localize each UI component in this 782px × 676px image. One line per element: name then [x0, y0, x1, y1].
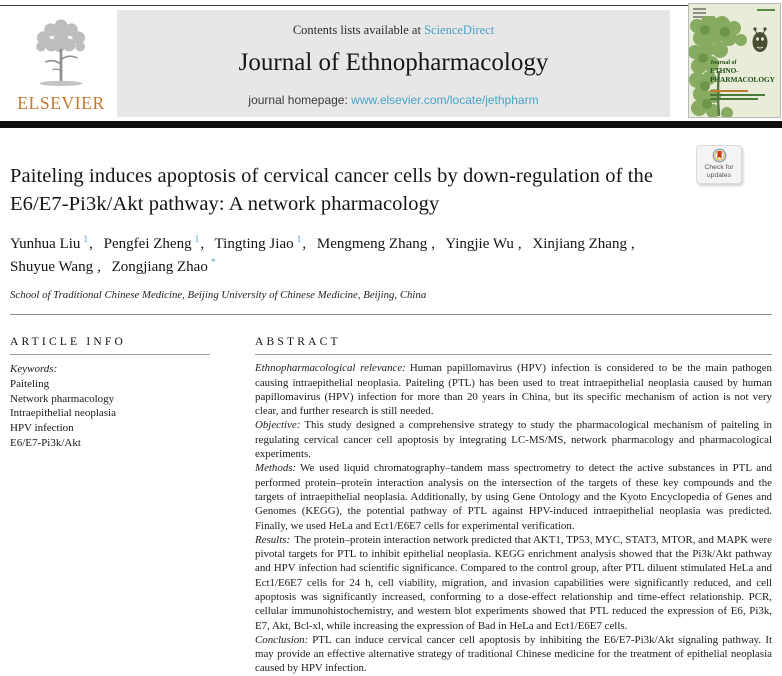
keywords-label: Keywords:: [10, 363, 58, 376]
keyword: Network pharmacology: [10, 392, 115, 405]
abstract-section-text: PTL can induce cervical cancer cell apoptosis by inhibiting the E6/E7-Pi3k/Akt signaling pathway. It may provide an effective alternative strategy of traditional Chinese medicine for the treatment of epithelial neoplasia caused by HPV infection.: [255, 633, 772, 675]
abstract-section-label: Objective:: [255, 419, 301, 432]
abstract-paragraph: [255, 361, 772, 418]
article-title: Paiteling induces apoptosis of cervical cancer cells by down-regulation of the E6/E7-Pi3k/Akt pathway: A network pharmacology: [10, 165, 654, 215]
abstract-paragraph: [255, 461, 772, 532]
author-name[interactable]: Xinjiang Zhang ,: [532, 236, 634, 252]
abstract-section-text: This study designed a comprehensive strategy to study the pharmacological mechanism of paiteling in regulating cervical cancer cell apoptosis by integrating LC-MS/MS, network pharmacology and pharmacological experiments.: [255, 419, 772, 461]
abstract-column: [255, 315, 772, 676]
homepage-line: [117, 93, 670, 107]
author-affiliation-marker[interactable]: 1: [296, 234, 302, 245]
contents-text: Contents lists available at: [292, 23, 421, 37]
author-name[interactable]: Yunhua Liu $^1$ ,: [10, 236, 93, 252]
author-name[interactable]: Yingjie Wu ,: [445, 236, 521, 252]
check-updates-icon: [712, 148, 727, 163]
elsevier-tree-icon: [21, 13, 101, 93]
abstract-section-label: Methods:: [255, 462, 297, 475]
abstract-paragraph: [255, 418, 772, 461]
keyword: Paiteling: [10, 377, 50, 390]
cover-title-line1: Journal of: [710, 60, 737, 66]
keyword: Intraepithelial neoplasia: [10, 407, 116, 420]
sciencedirect-link[interactable]: ScienceDirect: [424, 23, 495, 37]
journal-title: Journal of Ethnopharmacology: [238, 49, 549, 76]
abstract-section-label: Results:: [255, 533, 291, 546]
cover-emblem-icon: [749, 26, 771, 54]
author-affiliation-marker[interactable]: *: [210, 258, 216, 268]
author-name[interactable]: Pengfei Zheng $^1$ ,: [104, 236, 204, 252]
cover-footer-lines: [710, 90, 765, 102]
abstract-section-label: Conclusion:: [255, 633, 309, 646]
keyword: HPV infection: [10, 422, 74, 435]
homepage-label: journal homepage:: [248, 93, 348, 107]
abstract-section-text: The protein–protein interaction network predicted that AKT1, TP53, MYC, STAT3, MTOR, and MAPK were pivotal targets for PTL to inhibit epithelial neoplasia. KEGG enrichment analysis showed that the Pi3k/Akt pathway and HPV infection had scientific significance. Compared to the control group, after PTL diluent stimulated HeLa and Ect1/E6E7 cells for 24 h, cell viability, migration, and invasion capabilities were significantly reduced, and cell apoptosis was significantly increased, conforming to a dose-effect relationship and time-effect relationship. PCR, cellular immunohistochemistry, and western blot experiments showed that PTL reduced the expression of E6, Pi3k, E7, Akt, Bcl-xl, while increasing the expression of Bad in HeLa and Ect1/E6E7 cells.: [255, 533, 772, 632]
author-list: [10, 233, 702, 280]
author-name[interactable]: Mengmeng Zhang ,: [317, 236, 435, 252]
info-abstract-columns: [10, 315, 772, 676]
cover-title: [710, 60, 775, 84]
keywords-list: [10, 377, 210, 451]
abstract-paragraph: [255, 633, 772, 676]
article-info-column: [10, 315, 210, 676]
abstract-section-label: Ethnopharmacological relevance:: [255, 362, 406, 375]
elsevier-wordmark: ELSEVIER: [17, 93, 105, 113]
article-info-rule: [10, 354, 210, 355]
abstract-rule: [255, 354, 772, 355]
contents-line: [117, 23, 670, 38]
abstract-paragraph: [255, 533, 772, 633]
article-body: [10, 128, 772, 676]
cover-issue-mark: [757, 9, 775, 11]
elsevier-logo[interactable]: [8, 13, 114, 119]
article-info-heading: ARTICLE INFO: [10, 336, 126, 349]
affiliation: School of Traditional Chinese Medicine, Beijing University of Chinese Medicine, Beijing, China: [10, 289, 427, 302]
author-affiliation-marker[interactable]: 1: [194, 234, 200, 245]
abstract-section-text: Human papillomavirus (HPV) infection is considered to be the main pathogen causing intraepithelial neoplasia. Paiteling (PTL) has been used to treat intraepithelial neoplasia caused by human papillomavirus (HPV) infection for more than 20 years in China, but its specific mechanism of action is not very clear, and further research is still needed.: [255, 362, 772, 418]
keyword: E6/E7-Pi3k/Akt: [10, 436, 81, 449]
journal-masthead: [0, 0, 782, 120]
masthead-divider-bar: [0, 121, 782, 128]
author-name[interactable]: Tingting Jiao $^1$ ,: [215, 236, 307, 252]
homepage-link[interactable]: www.elsevier.com/locate/jethpharm: [351, 93, 539, 107]
author-name[interactable]: Shuyue Wang ,: [10, 259, 101, 275]
check-updates-label: Check for updates: [704, 164, 734, 179]
abstract-heading: ABSTRACT: [255, 336, 341, 349]
check-for-updates-badge[interactable]: [696, 145, 742, 184]
author-name[interactable]: Zongjiang Zhao *: [111, 258, 216, 275]
abstract-text: [255, 361, 772, 676]
cover-title-line2: ETHNO-: [710, 65, 739, 75]
cover-title-line3: PHARMACOLOGY: [710, 74, 775, 84]
author-affiliation-marker[interactable]: 1: [83, 234, 89, 245]
journal-cover-thumbnail[interactable]: [688, 3, 781, 118]
abstract-section-text: We used liquid chromatography–tandem mass spectrometry to detect the active substances in PTL and performed protein–protein interaction analysis on the intersection of the targets of these key compounds and the targets of intraepithelial neoplasia. Additionally, by using Gene Ontology and the Kyoto Encyclopedia of Genes and Genomes (KEGG), the potential pathway of PTL against HPV-induced intraepithelial neoplasia was predicted. Finally, we used HeLa and Ect1/E6E7 cells for experimental verification.: [255, 462, 772, 532]
journal-banner: [117, 10, 670, 117]
